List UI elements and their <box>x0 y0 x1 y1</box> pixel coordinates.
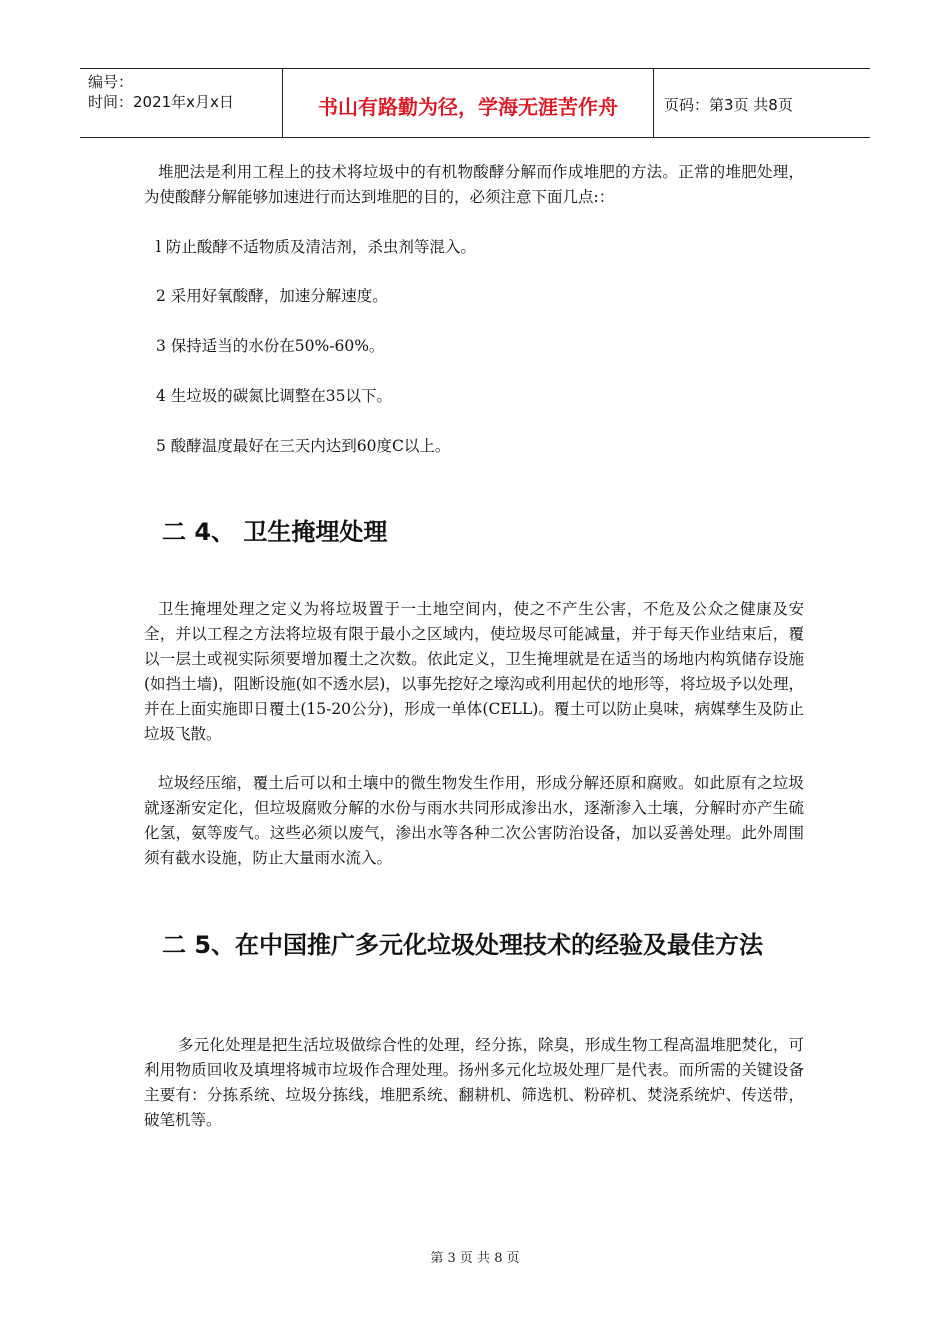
header-page-info: 页码：第3页 共8页 <box>664 96 793 114</box>
intro-point-5: 5 酸酵温度最好在三天内达到60度C以上。 <box>156 437 451 455</box>
intro-point-3: 3 保持适当的水份在50%-60%。 <box>156 337 385 355</box>
intro-paragraph: 堆肥法是利用工程上的技术将垃圾中的有机物酸酵分解而作成堆肥的方法。正常的堆肥处理，为使酸酵分解能够加速进行而达到堆肥的目的，必须注意下面几点:： <box>144 163 804 206</box>
section-5-paragraph: 多元化处理是把生活垃圾做综合性的处理，经分拣，除臭，形成生物工程高温堆肥焚化，可利用物质回收及填埋将城市垃圾作合理处理。扬州多元化垃圾处理厂是代表。而所需的关键设备主要有：分拣系统、垃圾分拣线，堆肥系统、翻耕机、筛选机、粉碎机、焚浇系统炉、传送带，破笔机等。 <box>144 1036 804 1129</box>
header-motto: 书山有路勤为径，学海无涯苦作舟 <box>318 95 618 119</box>
header-motto-cell <box>283 69 654 137</box>
section-4-heading: 二 4、 卫生掩埋处理 <box>162 518 388 546</box>
intro-point-4: 4 生垃圾的碳氮比调整在35以下。 <box>156 387 393 405</box>
document-number-label: 编号： <box>88 73 134 91</box>
page-header <box>80 68 870 138</box>
section-4-paragraph-2: 垃圾经压缩，覆土后可以和土壤中的微生物发生作用，形成分解还原和腐败。如此原有之垃圾就逐渐安定化，但垃圾腐败分解的水份与雨水共同形成渗出水，逐渐渗入土壤，分解时亦产生硫化氢，氨等废气。这些必须以废气，渗出水等各种二次公害防治设备，加以妥善处理。此外周围须有截水设施，防止大量雨水流入。 <box>144 774 804 867</box>
section-4-paragraph-1: 卫生掩埋处理之定义为将垃圾置于一土地空间内，使之不产生公害，不危及公众之健康及安全，并以工程之方法将垃圾有限于最小之区域内，使垃圾尽可能减量，并于每天作业结束后，覆以一层土或视实际须要增加覆土之次数。依此定义，卫生掩埋就是在适当的场地内构筑储存设施(如挡土墙)，阻断设施(如不透水层)，以事先挖好之壕沟或利用起伏的地形等，将垃圾予以处理，并在上面实施即日覆土(15-20公分)，形成一单体(CELL)。覆土可以防止臭味，病媒孳生及防止垃圾飞散。 <box>144 600 804 743</box>
page-footer: 第 3 页 共 8 页 <box>430 1251 520 1266</box>
intro-point-1: l 防止酸酵不适物质及清洁剂，杀虫剂等混入。 <box>156 238 476 256</box>
section-5-heading: 二 5、在中国推广多元化垃圾处理技术的经验及最佳方法 <box>162 931 764 959</box>
header-page-cell <box>654 69 870 137</box>
intro-point-2: 2 采用好氧酸酵，加速分解速度。 <box>156 287 388 305</box>
header-meta-cell <box>80 69 283 137</box>
document-time-label: 时间：2021年x月x日 <box>88 93 234 111</box>
